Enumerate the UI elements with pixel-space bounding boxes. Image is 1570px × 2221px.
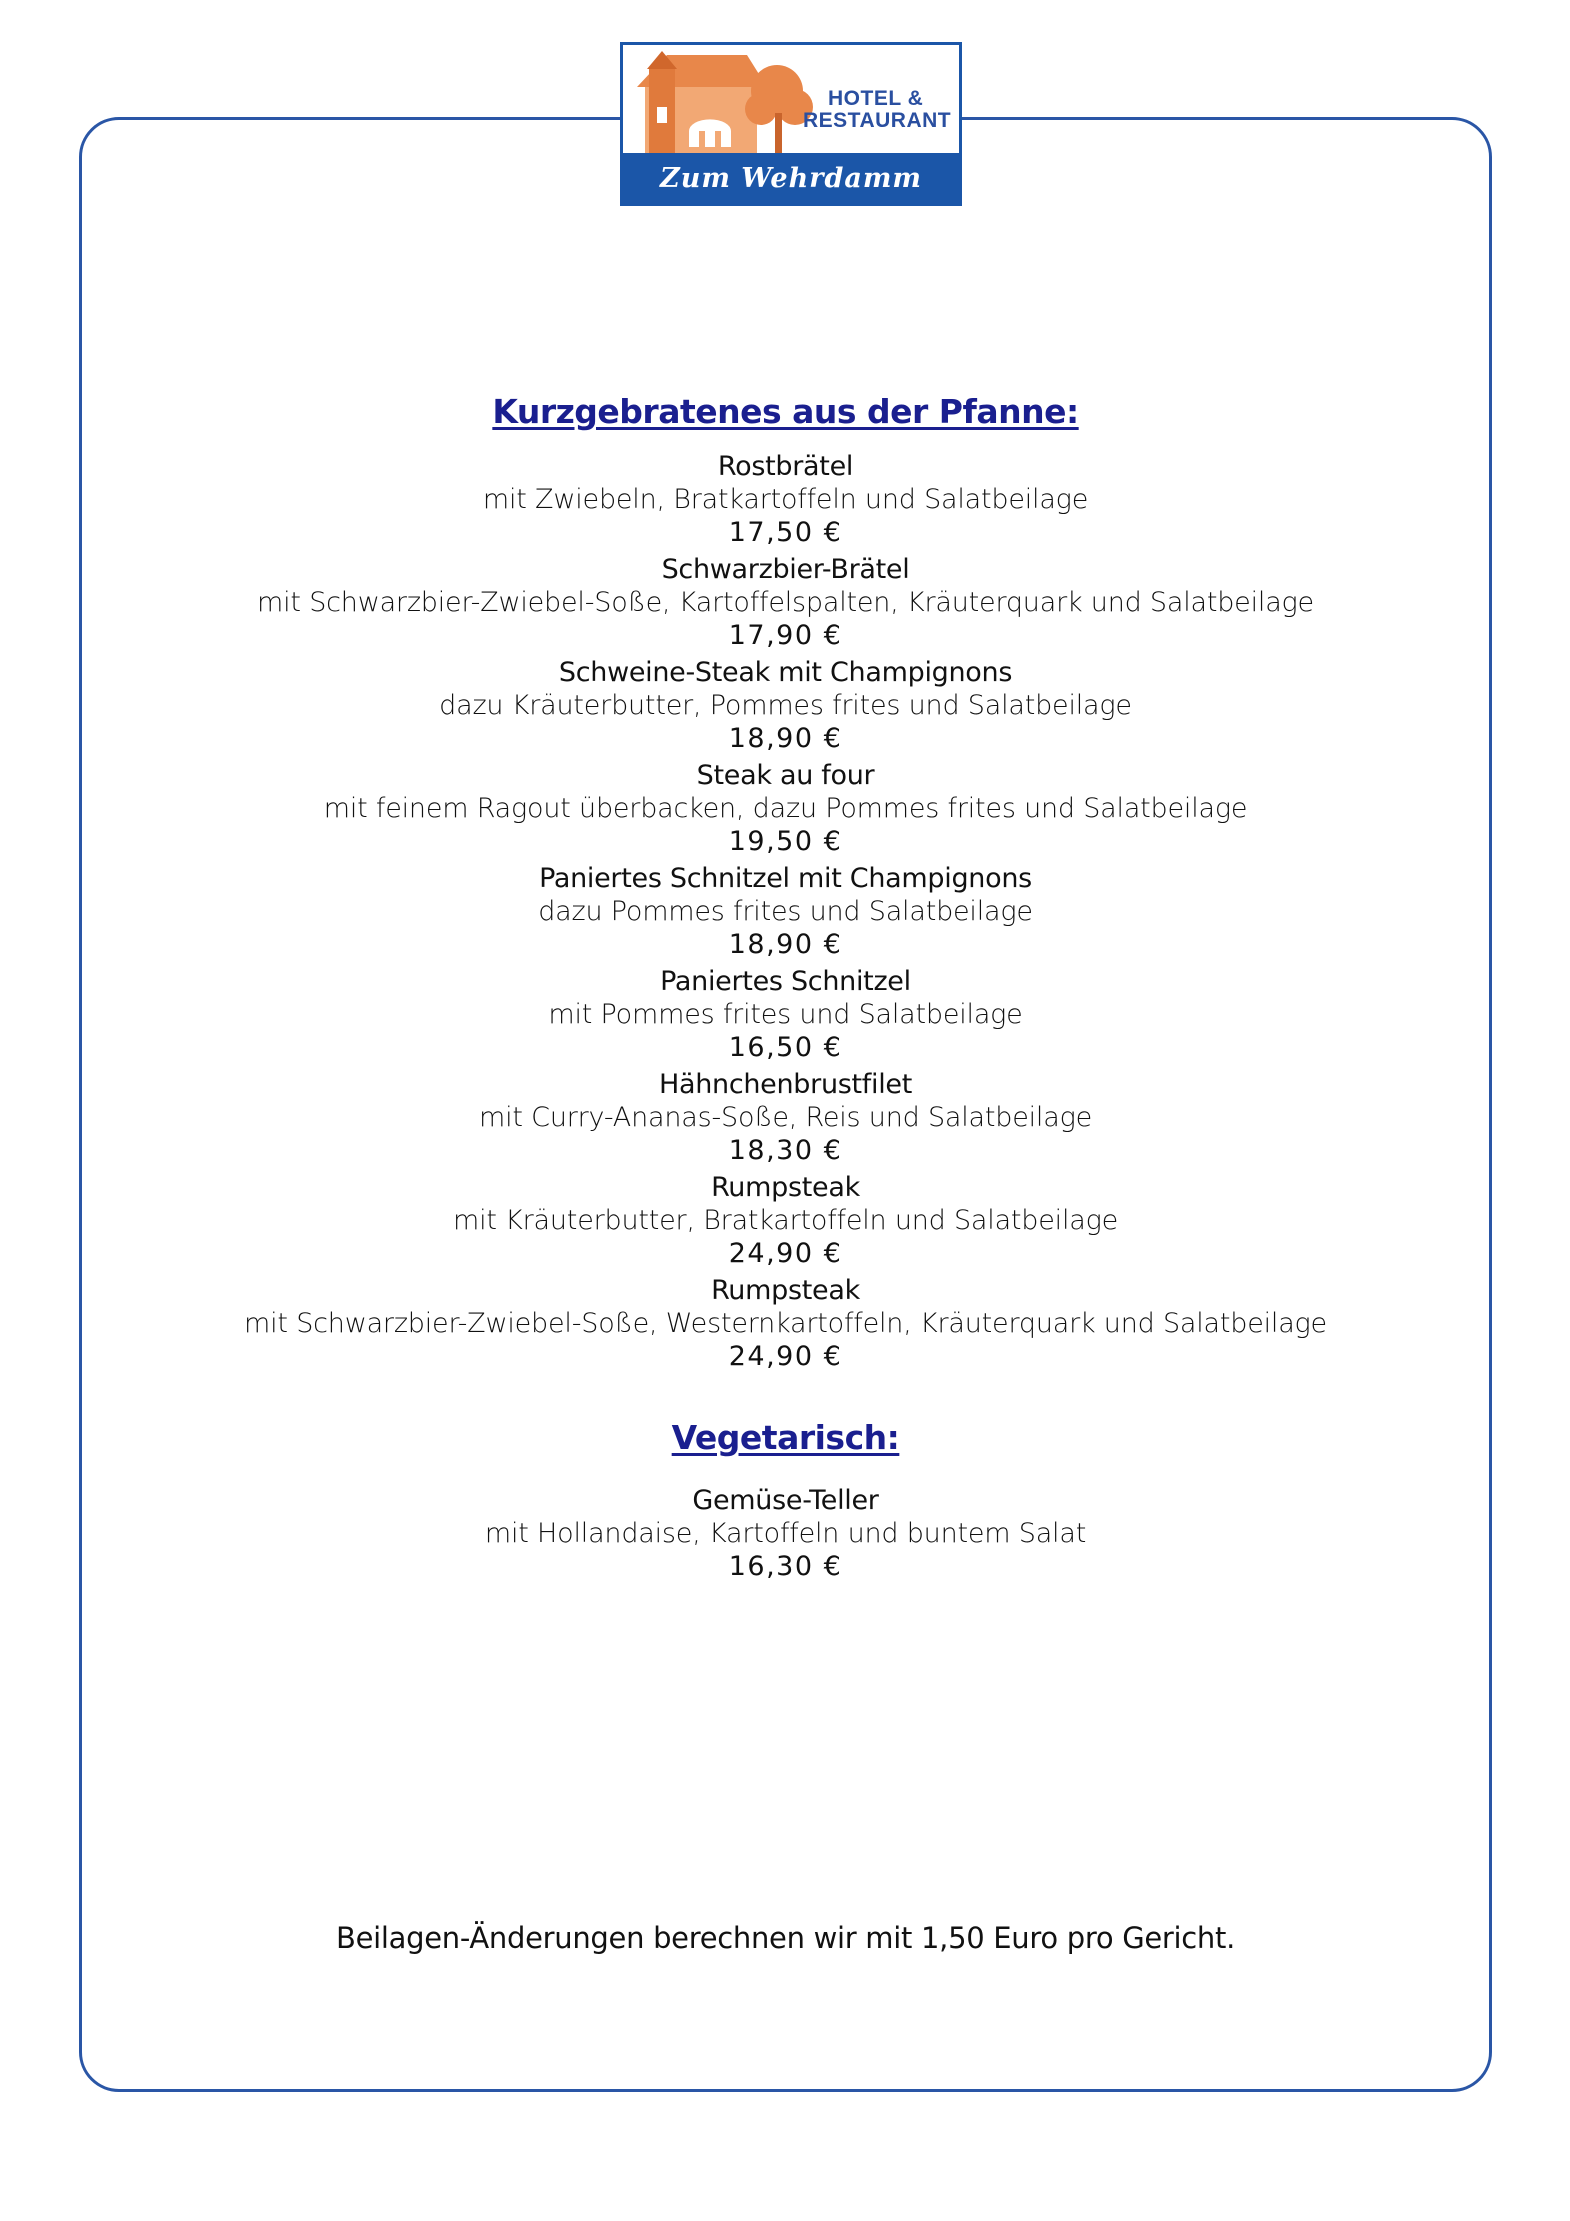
item-name: Hähnchenbrustfilet bbox=[658, 1069, 913, 1100]
item-description: dazu Pommes frites und Salatbeilage bbox=[538, 896, 1033, 927]
menu-content bbox=[79, 388, 1492, 1587]
item-price: 18,90 € bbox=[728, 723, 843, 754]
item-name: Schweine-Steak mit Champignons bbox=[558, 657, 1013, 688]
item-description: mit Curry-Ananas-Soße, Reis und Salatbeilage bbox=[479, 1102, 1092, 1133]
menu-item bbox=[79, 1484, 1492, 1584]
item-price: 18,90 € bbox=[728, 929, 843, 960]
item-price: 24,90 € bbox=[728, 1238, 843, 1269]
item-name: Schwarzbier-Brätel bbox=[661, 554, 910, 585]
item-price: 16,50 € bbox=[728, 1032, 843, 1063]
item-description: mit Kräuterbutter, Bratkartoffeln und Salatbeilage bbox=[452, 1205, 1119, 1236]
logo-hotel-text: HOTEL & bbox=[828, 87, 924, 110]
section-title-main: Kurzgebratenes aus der Pfanne: bbox=[492, 392, 1079, 431]
menu-item bbox=[79, 656, 1492, 756]
menu-item bbox=[79, 1274, 1492, 1374]
logo-building-tree-graphic bbox=[627, 47, 817, 157]
hotel-logo bbox=[620, 42, 962, 206]
logo-top-panel bbox=[623, 45, 959, 157]
menu-item bbox=[79, 759, 1492, 859]
item-description: dazu Kräuterbutter, Pommes frites und Salatbeilage bbox=[439, 690, 1132, 721]
menu-item bbox=[79, 1068, 1492, 1168]
item-description: mit Hollandaise, Kartoffeln und buntem Salat bbox=[484, 1518, 1087, 1549]
item-name: Paniertes Schnitzel mit Champignons bbox=[539, 863, 1032, 894]
item-description: mit Pommes frites und Salatbeilage bbox=[548, 999, 1023, 1030]
item-name: Gemüse-Teller bbox=[692, 1485, 879, 1516]
item-name: Rumpsteak bbox=[711, 1275, 860, 1306]
item-description: mit Schwarzbier-Zwiebel-Soße, Westernkartoffeln, Kräuterquark und Salatbeilage bbox=[244, 1308, 1327, 1339]
item-description: mit Zwiebeln, Bratkartoffeln und Salatbeilage bbox=[482, 484, 1089, 515]
menu-item bbox=[79, 965, 1492, 1065]
item-price: 17,50 € bbox=[728, 517, 843, 548]
main-menu-list bbox=[79, 450, 1492, 1374]
item-price: 18,30 € bbox=[728, 1135, 843, 1166]
logo-restaurant-text: RESTAURANT bbox=[803, 109, 952, 132]
item-price: 16,30 € bbox=[728, 1551, 843, 1582]
menu-item bbox=[79, 553, 1492, 653]
item-name: Rostbrätel bbox=[717, 451, 854, 482]
vegetarian-menu-list bbox=[79, 1484, 1492, 1584]
logo-name-text: Zum Wehrdamm bbox=[660, 162, 922, 194]
item-description: mit feinem Ragout überbacken, dazu Pommes frites und Salatbeilage bbox=[323, 793, 1248, 824]
side-dish-change-note: Beilagen-Änderungen berechnen wir mit 1,50 Euro pro Gericht. bbox=[335, 1921, 1235, 1955]
item-name: Rumpsteak bbox=[711, 1172, 860, 1203]
menu-item bbox=[79, 1171, 1492, 1271]
item-description: mit Schwarzbier-Zwiebel-Soße, Kartoffelspalten, Kräuterquark und Salatbeilage bbox=[257, 587, 1314, 618]
logo-name-band bbox=[623, 153, 959, 203]
menu-item bbox=[79, 450, 1492, 550]
item-price: 24,90 € bbox=[728, 1341, 843, 1372]
item-price: 17,90 € bbox=[728, 620, 843, 651]
item-name: Steak au four bbox=[696, 760, 875, 791]
item-name: Paniertes Schnitzel bbox=[660, 966, 911, 997]
menu-item bbox=[79, 862, 1492, 962]
item-price: 19,50 € bbox=[728, 826, 843, 857]
section-title-vegetarian: Vegetarisch: bbox=[671, 1418, 900, 1457]
